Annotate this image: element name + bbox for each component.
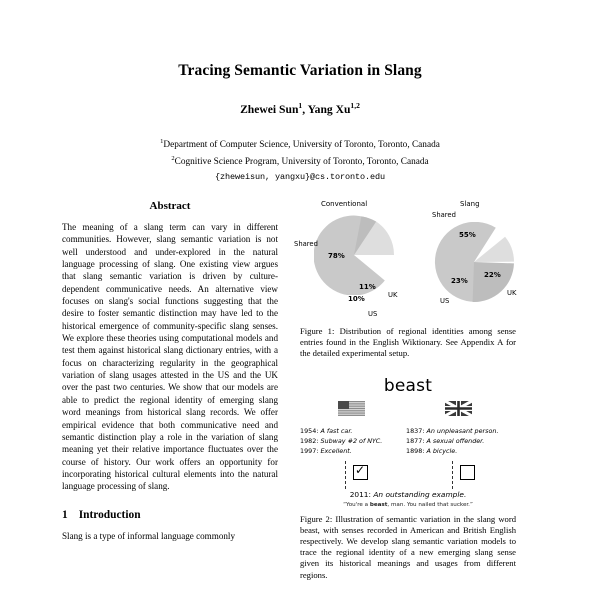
sense-year: 1954:: [300, 426, 319, 435]
introduction-text: Slang is a type of informal language commonly: [62, 530, 235, 541]
united-kingdom-flag-icon: [445, 401, 472, 416]
checkbox-row: [300, 463, 516, 489]
list-item: [300, 446, 382, 456]
author-yang-xu: Yang Xu: [307, 102, 351, 116]
figure-2: [300, 375, 516, 580]
pie-label-uk: UK: [388, 291, 398, 299]
sense-year: 1898:: [406, 446, 425, 455]
list-item: [406, 436, 498, 446]
list-item: [406, 446, 498, 456]
checkmark-icon: ✓: [355, 462, 366, 477]
pie-chart-conventional-title: Conventional: [321, 200, 368, 208]
new-sense-year: 2011:: [349, 489, 372, 499]
list-item: [300, 426, 382, 436]
flag-row: [300, 401, 516, 421]
pie-label-shared: Shared: [432, 211, 456, 219]
author-affiliation-marker-1: 1: [298, 101, 303, 110]
figure-1-caption-label: Figure 1:: [300, 326, 335, 336]
affiliation-2: [0, 152, 600, 169]
pie-value-us: 10%: [348, 295, 365, 303]
introduction-number: 1: [62, 508, 68, 521]
pie-value-us: 23%: [451, 277, 468, 285]
affiliation-1-text: Department of Computer Science, University of Toronto, Toronto, Canada: [163, 139, 440, 150]
right-column: [294, 200, 517, 580]
pie-label-shared: Shared: [294, 240, 318, 248]
us-region-checkbox[interactable]: [353, 462, 368, 480]
sense-gloss: A fast car.: [320, 426, 353, 435]
sense-gloss: An unpleasant person.: [426, 426, 499, 435]
pie-chart-conventional-svg: [314, 215, 394, 295]
sense-year: 1982:: [300, 436, 319, 445]
quote-headword: beast: [369, 501, 388, 508]
pie-value-uk: 11%: [359, 283, 376, 291]
affiliation-marker-1: 1: [160, 137, 164, 145]
introduction-title: Introduction: [78, 508, 141, 521]
sense-year: 1837:: [406, 426, 425, 435]
example-quote: [300, 502, 516, 508]
figure-1-caption: [300, 326, 516, 360]
affiliation-marker-2: 2: [171, 155, 175, 163]
abstract-text: The meaning of a slang term can vary in different communities. However, slang semantic variation is not well understood and under-explored in the natural language processing of slang. One existing view argues that slang semantic variation is driven by culture-dependent communicative needs. An alternative view focuses on slang's social functions suggesting that the desire to foster semantic distinction may have led to the historical emergence of community-specific slang senses. We explore these theories using computational models and test them against historical slang dictionary entries, with a focus on characterizing regularity in the geographical variation of slang usages attested in the US and the UK over the past two centuries. We show that our models are able to predict the regional identity of emerging slang word meanings from historical slang records. We offer empirical evidence that both communicative need and semantic distinction play a role in the variation of slang meaning yet their relative importance fluctuates over the course of history. Our work offers an opportunity for incorporating historical cultural elements into the natural language processing of slang.: [62, 222, 278, 492]
figure-1: [294, 200, 517, 360]
new-sense-gloss: An outstanding example.: [373, 489, 467, 499]
introduction-body: [62, 530, 278, 542]
list-item: [406, 426, 498, 436]
title-block: [0, 0, 600, 185]
us-sense-list: [300, 426, 382, 456]
pie-label-us: US: [440, 297, 450, 305]
sense-gloss: Excellent.: [320, 446, 352, 455]
pie-chart-group: [294, 200, 517, 322]
divider-line-right: [452, 461, 453, 489]
pie-label-us: US: [368, 310, 378, 318]
left-column: [62, 200, 278, 542]
introduction-heading: [62, 509, 278, 521]
abstract-body: [62, 221, 278, 493]
new-sense-line: [300, 490, 516, 499]
sense-gloss: Subway #2 of NYC.: [320, 436, 383, 445]
uk-region-checkbox[interactable]: [460, 465, 475, 480]
author-zhewei-sun: Zhewei Sun: [240, 102, 299, 116]
pie-label-uk: UK: [507, 289, 517, 297]
pie-value-shared: 55%: [459, 231, 476, 239]
figure-2-caption-text: Illustration of semantic variation in the slang word beast, with senses recorded in American and British English respectively. We develop slang semantic variation models to trace the regional identity of a new emerging slang sense given its historical meanings and usages from different regions.: [300, 513, 516, 580]
author-list: Zhewei Sun$^1$, Yang Xu$^{1,2}$: [240, 101, 360, 116]
figure-1-caption-text: Distribution of regional identities among sense entries found in the English Wiktionary. See Appendix A for the detailed experimental setup.: [300, 326, 516, 359]
figure-2-caption: [300, 514, 516, 581]
sense-year: 1877:: [406, 436, 425, 445]
sense-columns: [300, 426, 516, 460]
author-affiliation-marker-2: 1,2: [350, 101, 360, 110]
united-states-flag-icon: [338, 401, 365, 416]
page-title: Tracing Semantic Variation in Slang: [178, 62, 422, 79]
body-columns: [0, 200, 600, 580]
sense-gloss: A bicycle.: [426, 446, 458, 455]
uk-sense-list: [406, 426, 498, 456]
quote-after: , man. You nailed that sucker.”: [387, 501, 473, 508]
divider-line-left: [345, 461, 346, 489]
abstract-heading: Abstract: [149, 200, 191, 212]
sense-gloss: A sexual offender.: [426, 436, 485, 445]
sense-year: 1997:: [300, 446, 319, 455]
figure-2-headword: beast: [383, 375, 433, 396]
pie-chart-slang-title: Slang: [460, 200, 480, 208]
quote-before: “You're a: [343, 501, 370, 508]
figure-2-caption-label: Figure 2:: [300, 513, 333, 524]
contact-email[interactable]: {zheweisun, yangxu}@cs.toronto.edu: [214, 172, 386, 183]
list-item: [300, 436, 382, 446]
pie-value-uk: 22%: [484, 271, 501, 279]
affiliation-1: [0, 135, 600, 152]
affiliation-2-text: Cognitive Science Program, University of Toronto, Toronto, Canada: [174, 157, 429, 168]
affiliation-block: [0, 135, 600, 185]
pie-value-shared: 78%: [328, 252, 345, 260]
